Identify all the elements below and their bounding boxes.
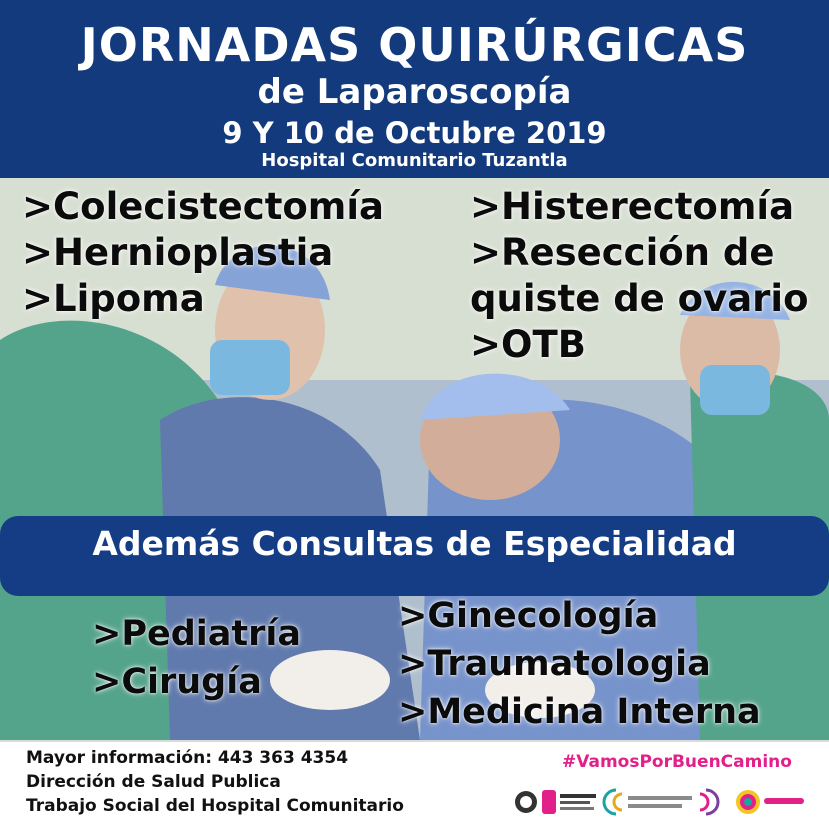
michoacan-se-escucha-logo <box>604 790 718 814</box>
list-item: >Colecistectomía <box>22 185 385 228</box>
procedures-list-right <box>470 184 809 368</box>
list-item: >Hernioplastia <box>22 231 334 274</box>
specialties-list-right <box>398 592 761 736</box>
procedures-list-left <box>22 184 384 322</box>
government-seal-logo <box>515 791 537 813</box>
sponsor-logos <box>512 782 812 822</box>
organization-name: Dirección de Salud Publica <box>26 772 281 792</box>
contact-info: Mayor información: 443 363 4354 <box>26 748 349 768</box>
list-item: >Histerectomía <box>470 185 795 228</box>
list-item: >Cirugía <box>92 662 262 702</box>
consultations-title: Además Consultas de Especialidad <box>92 524 737 563</box>
page-title: JORNADAS QUIRÚRGICAS <box>80 18 749 72</box>
specialties-list-left <box>92 610 301 706</box>
event-date: 9 Y 10 de Octubre 2019 <box>222 116 607 150</box>
list-item: >Lipoma <box>22 277 205 320</box>
list-item: >OTB <box>470 323 586 366</box>
campaign-hashtag: #VamosPorBuenCamino <box>562 752 792 772</box>
page-subtitle: de Laparoscopía <box>257 72 572 112</box>
list-item: >Resección de <box>470 231 775 274</box>
department-name: Trabajo Social del Hospital Comunitario <box>26 796 404 816</box>
list-item: quiste de ovario <box>470 277 809 320</box>
list-item: >Ginecología <box>398 596 659 636</box>
tuzantla-logo <box>736 790 804 814</box>
list-item: >Medicina Interna <box>398 692 761 732</box>
list-item: >Traumatologia <box>398 644 711 684</box>
secretaria-salud-logo <box>542 790 596 814</box>
list-item: >Pediatría <box>92 614 301 654</box>
event-location: Hospital Comunitario Tuzantla <box>261 150 568 171</box>
